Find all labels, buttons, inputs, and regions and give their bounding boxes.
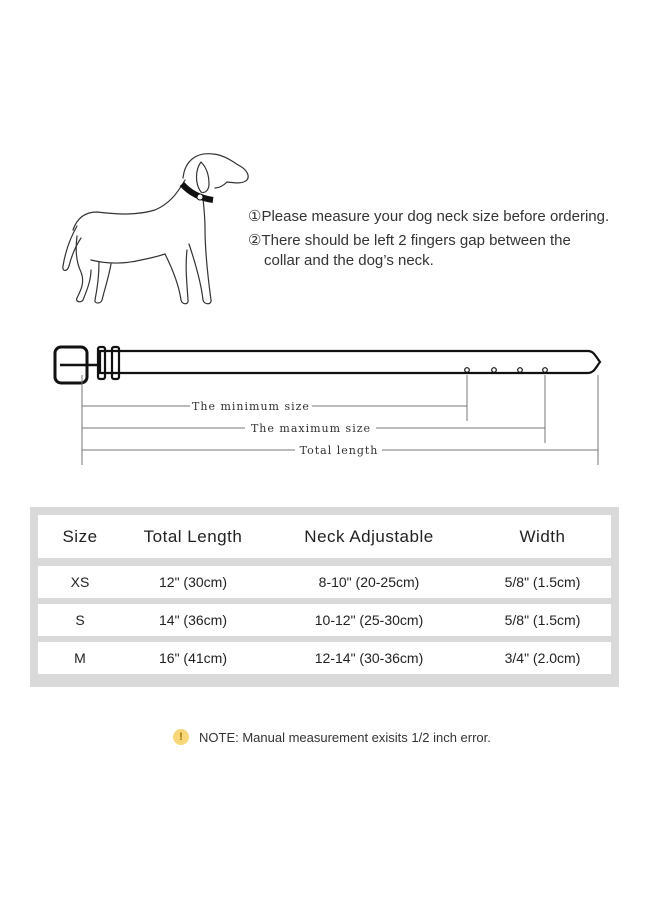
measurement-instructions	[248, 207, 648, 275]
instruction-1: ①Please measure your dog neck size before ordering.	[248, 208, 610, 225]
instruction-2-line-a: ②There should be left 2 fingers gap between the	[248, 232, 571, 249]
collar-hole	[518, 368, 523, 373]
max-size-label: The maximum size	[250, 422, 372, 435]
note-text: NOTE: Manual measurement exisits 1/2 inch error.	[199, 729, 491, 745]
cell-neck-adjustable: 12-14" (30-36cm)	[314, 650, 424, 666]
table-row	[38, 566, 611, 598]
header-width: Width	[519, 526, 566, 546]
instruction-2	[248, 231, 648, 271]
collar-diagram	[40, 335, 620, 470]
collar-strap	[100, 351, 600, 373]
cell-total-length: 16" (41cm)	[159, 650, 227, 666]
header-total-length: Total Length	[143, 526, 243, 546]
table-row	[38, 604, 611, 636]
instruction-2-line-b: collar and the dog’s neck.	[264, 252, 434, 269]
cell-total-length: 14" (36cm)	[159, 612, 227, 628]
cell-total-length: 12" (30cm)	[159, 574, 227, 590]
table-header-row	[38, 515, 611, 558]
cell-size: M	[74, 650, 86, 666]
cell-size: XS	[70, 574, 90, 590]
collar-hole	[492, 368, 497, 373]
dog-illustration	[55, 140, 265, 315]
cell-neck-adjustable: 10-12" (25-30cm)	[314, 612, 424, 628]
total-length-label: Total length	[299, 444, 379, 457]
min-size-label: The minimum size	[192, 400, 310, 413]
cell-width: 3/4" (2.0cm)	[504, 650, 581, 666]
table-row	[38, 642, 611, 674]
header-neck-adjustable: Neck Adjustable	[304, 526, 434, 546]
warning-icon: !	[173, 729, 189, 745]
header-size: Size	[62, 526, 98, 546]
measurement-note	[173, 729, 491, 745]
collar-hole	[465, 368, 470, 373]
cell-size: S	[75, 612, 85, 628]
size-table	[30, 507, 619, 687]
cell-width: 5/8" (1.5cm)	[504, 574, 581, 590]
collar-hole	[543, 368, 548, 373]
cell-neck-adjustable: 8-10" (20-25cm)	[318, 574, 420, 590]
cell-width: 5/8" (1.5cm)	[504, 612, 581, 628]
